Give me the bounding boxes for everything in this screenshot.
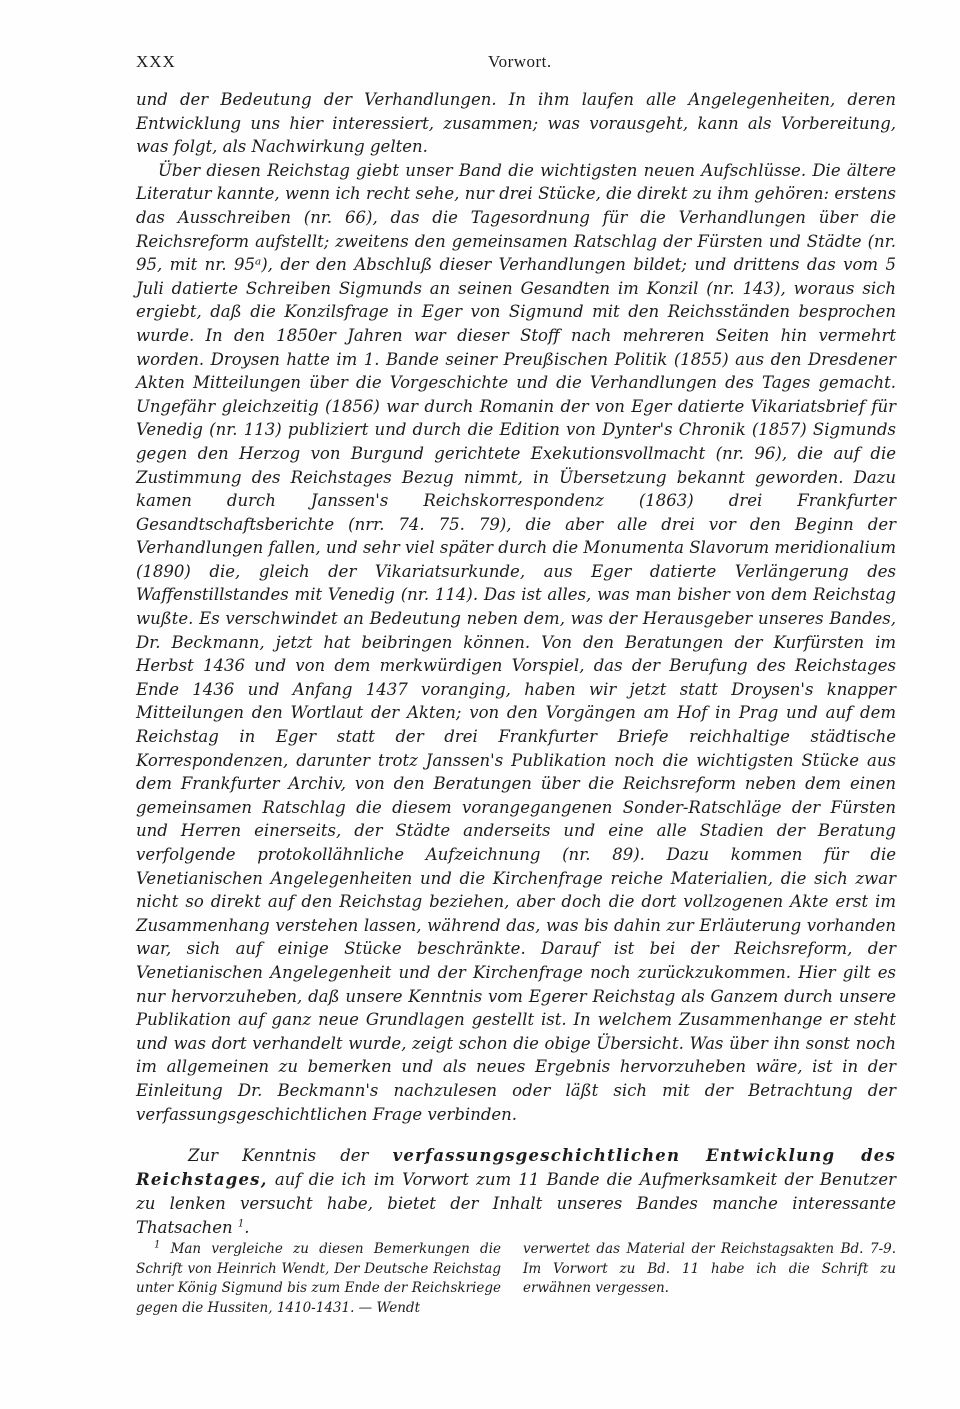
footnote-right-column: verwertet das Material der Reichstagsakten Bd. 7-9. Im Vorwort zu Bd. 11 habe ich die Schrift zu erwähnen vergessen. [523,1241,896,1296]
footnote-left-text: Man vergleiche zu diesen Bemerkungen die Schrift von Heinrich Wendt, Der Deutsche Reichstag unter König Sigmund bis zum Ende der Reichskriege gegen die Hussiten, 1410-1431. — Wendt [136,1241,501,1316]
section-emphasis: verfassungsgeschichtlichen Entwicklung des Reichstages, [136,1146,896,1189]
section-lead: Zur Kenntnis der [188,1146,369,1165]
footnotes [136,1240,896,1330]
paragraph-2: Über diesen Reichstag giebt unser Band die wichtigsten neuen Aufschlüsse. Die ältere Literatur kannte, wenn ich recht sehe, nur drei Stücke, die direkt zu ihm gehören: erstens das Ausschreiben (nr. 66), das die Tagesordnung für die Verhandlungen über die Reichsreform aufstellt; zweitens den gemeinsamen Ratschlag der Fürsten und Städte (nr. 95, mit nr. 95ᵃ), der den Abschluß dieser Verhandlungen bildet; und drittens das vom 5 Juli datierte Schreiben Sigmunds an seinen Gesandten im Konzil (nr. 143), woraus sich ergiebt, daß die Konzilsfrage in Eger von Sigmund mit den Reichsständen besprochen wurde. In den 1850er Jahren war dieser Stoff nach mehreren Seiten hin vermehrt worden. Droysen hatte im 1. Bande seiner Preußischen Politik (1855) aus den Dresdener Akten Mitteilungen über die Vorgeschichte und die Verhandlungen des Tages gemacht. Ungefähr gleichzeitig (1856) war durch Romanin der von Eger datierte Vikariatsbrief für Venedig (nr. 113) publiziert und durch die Edition von Dynter's Chronik (1857) Sigmunds gegen den Herzog von Burgund gerichtete Exekutionsvollmacht (nr. 96), die auf die Zustimmung des Reichstages Bezug nimmt, in Übersetzung bekannt geworden. Dazu kamen durch Janssen's Reichskorrespondenz (1863) drei Frankfurter Gesandtschaftsberichte (nrr. 74. 75. 79), die aber alle drei vor den Beginn der Verhandlungen fallen, und sehr viel später durch die Monumenta Slavorum meridionalium (1890) die, gleich der Vikariatsurkunde, aus Eger datierte Verlängerung des Waffenstillstandes mit Venedig (nr. 114). Das ist alles, was man bisher von dem Reichstag wußte. Es verschwindet an Bedeutung neben dem, was der Herausgeber unseres Bandes, Dr. Beckmann, jetzt hat beibringen können. Von den Beratungen der Kurfürsten im Herbst 1436 und von dem merkwürdigen Vorspiel, das der Berufung des Reichstages Ende 1436 und Anfang 1437 voranging, haben wir jetzt statt Droysen's knapper Mitteilungen den Wortlaut der Akten; von den Vorgängen am Hof in Prag und auf dem Reichstag in Eger statt der drei Frankfurter Briefe reichhaltige städtische Korrespondenzen, darunter trotz Janssen's Publikation noch die wichtigsten Stücke aus dem Frankfurter Archiv, von den Beratungen über die Reichsreform neben dem einen gemeinsamen Ratschlag die diesem vorangegangenen Sonder-Ratschläge der Fürsten und Herren einerseits, der Städte anderseits und eine alle Stadien der Beratung verfolgende protokollähnliche Aufzeichnung (nr. 89). Dazu kommen für die Venetianischen Angelegenheiten und die Kirchenfrage reiche Materialien, die sich zwar nicht so direkt auf den Reichstag beziehen, aber doch die dort vollzogenen Akte erst im Zusammenhang verstehen lassen, während das, was bis dahin zur Erläuterung vorhanden war, sich auf einige Stücke beschränkte. Darauf ist bei der Reichsreform, der Venetianischen Angelegenheit und der Kirchenfrage noch zurückzukommen. Hier gilt es nur hervorzuheben, daß unsere Kenntnis vom Egerer Reichstag als Ganzem durch unsere Publikation auf ganz neue Grundlagen gestellt ist. In welchem Zusammenhange er steht und was dort verhandelt wurde, zeigt schon die obige Übersicht. Was über ihn sonst noch im allgemeinen zu bemerken und als neues Ergebnis hervorzuheben wäre, ist in der Einleitung Dr. Beckmann's nachzulesen oder läßt sich mit der Betrachtung der verfassungsgeschichtlichen Frage verbinden. [136,160,896,1124]
page-header [136,52,896,76]
section-end: . [244,1218,250,1237]
footnote-reference: 1 [237,1218,245,1230]
footnote-marker: 1 [154,1239,161,1251]
footnote-left-column [136,1240,501,1318]
page-number: XXX [136,52,176,71]
section-text: auf die ich im Vorwort zum 11 Bande die Aufmerksamkeit der Benutzer zu lenken versucht habe, bietet der Inhalt unseres Bandes manche interessante Thatsachen [136,1170,896,1237]
running-title: Vorwort. [488,52,552,71]
main-text [136,88,896,1126]
section-paragraph [136,1144,896,1240]
paragraph-1: und der Bedeutung der Verhandlungen. In ihm laufen alle Angelegenheiten, deren Entwicklung uns hier interessiert, zusammen; was vorausgeht, kann als Vorbereitung, was folgt, als Nachwirkung gelten. [136,90,896,157]
